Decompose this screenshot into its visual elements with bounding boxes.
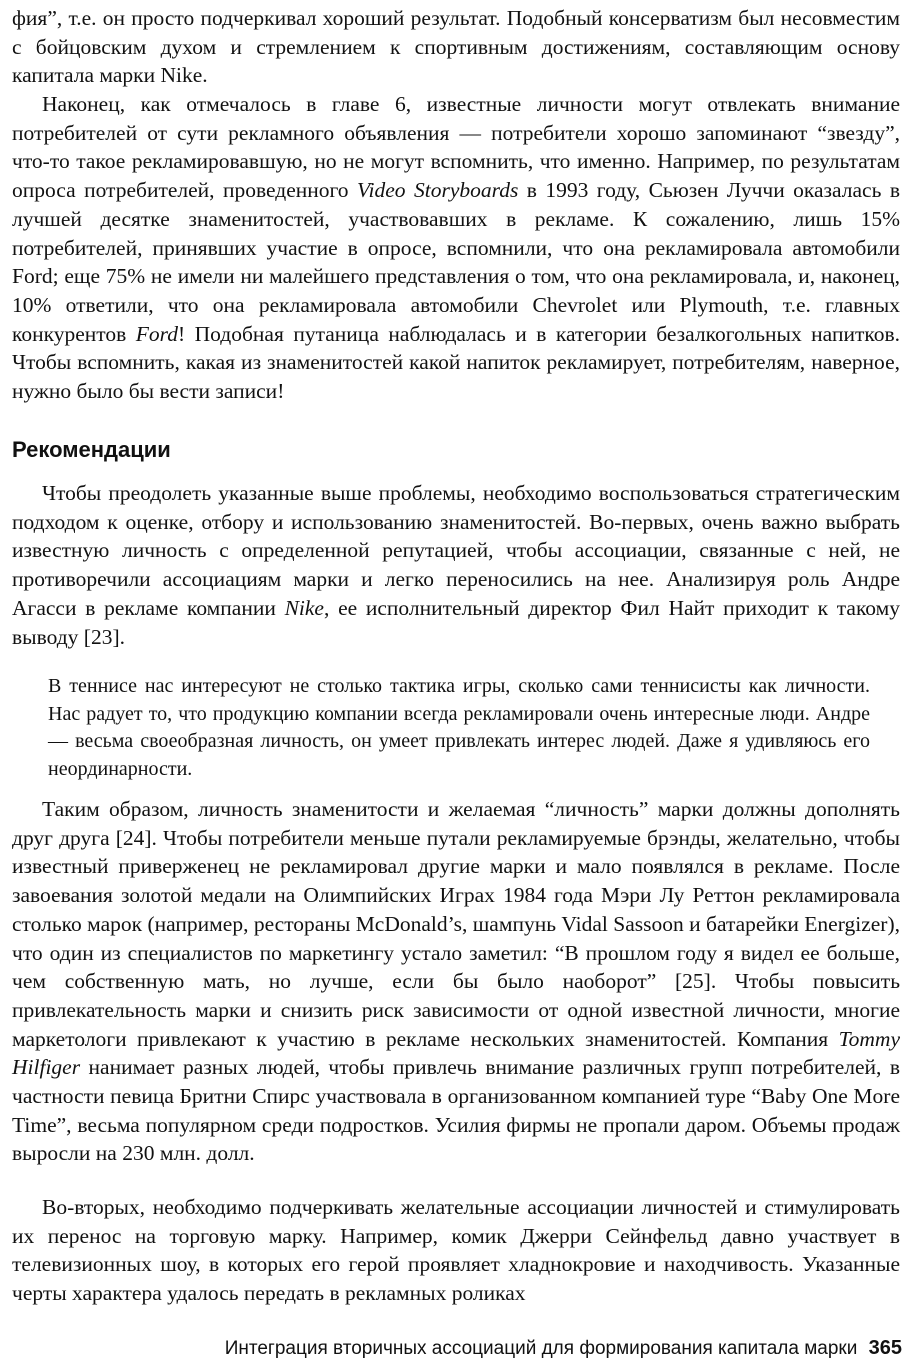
italic-term: Tommy Hilfiger [12, 1026, 900, 1080]
block-quote: В теннисе нас интересуют не столько тактика игры, сколько сами теннисисты как личности. Нас радует то, что продукцию компании всегда рекламировали очень интересные люди. Андре — весьма своеобразная личность, он умеет привлекать интерес людей. Даже я удивляюсь его неординарности. [48, 675, 870, 780]
italic-term: Video Storyboards [357, 178, 519, 203]
paragraph-intro: фия”, т.е. он просто подчеркивал хороший результат. Подобный консерватизм был несовместим с бойцовским духом и стремлением к спортивным достижениям, составляющим основу капитала марки Nike. [12, 6, 900, 88]
page-number: 365 [868, 1337, 902, 1359]
paragraph-second-point: Во-вторых, необходимо подчеркивать желательные ассоциации личностей и стимулировать их перенос на торговую марку. Например, комик Джерри Сейнфельд давно участвует в телевизионных шоу, в которых его герой проявляет хладнокровие и находчивость. Указанные черты характера удалось передать в рекламных роликах [12, 1195, 900, 1306]
paragraph-strategy: Чтобы преодолеть указанные выше проблемы, необходимо воспользоваться стратегическим подходом к оценке, отбору и использованию знаменитостей. Во-первых, очень важно выбрать известную личность с определенной репутацией, чтобы ассоциации, связанные с ней, не противоречили ассоциациям марки и легко переносились на нее. Анализируя роль Андре Агасси в рекламе компании Nike, ее исполнительный директор Фил Найт приходит к такому выводу [23]. [12, 481, 900, 649]
paragraph-personality-match: Таким образом, личность знаменитости и желаемая “личность” марки должны дополнять друг друга [24]. Чтобы потребители меньше путали рекламируемые брэнды, желательно, чтобы известный приверженец не рекламировал другие марки и мало появлялся в рекламе. После завоевания золотой медали на Олимпийских Играх 1984 года Мэри Лу Реттон рекламировала столько марок (например, рестораны McDonald’s, шампунь Vidal Sassoon и батарейки Energizer), что один из специалистов по маркетингу устало заметил: “В прошлом году я видел ее больше, чем собственную мать, но лучше, если бы было наоборот” [25]. Чтобы повысить привлекательность марки и снизить риск зависимости от одной известной личности, многие маркетологи привлекают к участию в рекламе нескольких знаменитостей. Компания Tommy Hilfiger нанимает разных людей, чтобы привлечь внимание различных групп потребителей, в частности певица Бритни Спирс участвовала в организованном компанией туре “Baby One More Time”, весьма популярном среди подростков. Усилия фирмы не пропали даром. Объемы продаж выросли на 230 млн. долл. [12, 797, 900, 1166]
italic-term: Nike [284, 595, 324, 620]
italic-term: Ford [135, 321, 178, 346]
page-footer [225, 1336, 902, 1361]
running-title: Интеграция вторичных ассоциаций для формирования капитала марки [224, 1338, 858, 1359]
paragraph-celebrity-distraction: Наконец, как отмечалось в главе 6, известные личности могут отвлекать внимание потребителей от сути рекламного объявления — потребители хорошо запоминают “звезду”, что-то такое рекламировавшую, но не могут вспомнить, что именно. Например, по результатам опроса потребителей, проведенного Video Storyboards в 1993 году, Сьюзен Луччи оказалась в лучшей десятке знаменитостей, участвовавших в рекламе. К сожалению, лишь 15% потребителей, принявших участие в опросе, вспомнили, что она рекламировала автомобили Ford; еще 75% не имели ни малейшего представления о том, что она рекламировала, и, наконец, 10% ответили, что она рекламировала автомобили Chevrolet или Plymouth, т.е. главных конкурентов Ford! Подобная путаница наблюдалась и в категории безалкогольных напитков. Чтобы вспомнить, какая из знаменитостей какой напиток рекламирует, потребителям, наверное, нужно было бы вести записи! [12, 92, 900, 404]
section-heading: Рекомендации [12, 437, 171, 462]
